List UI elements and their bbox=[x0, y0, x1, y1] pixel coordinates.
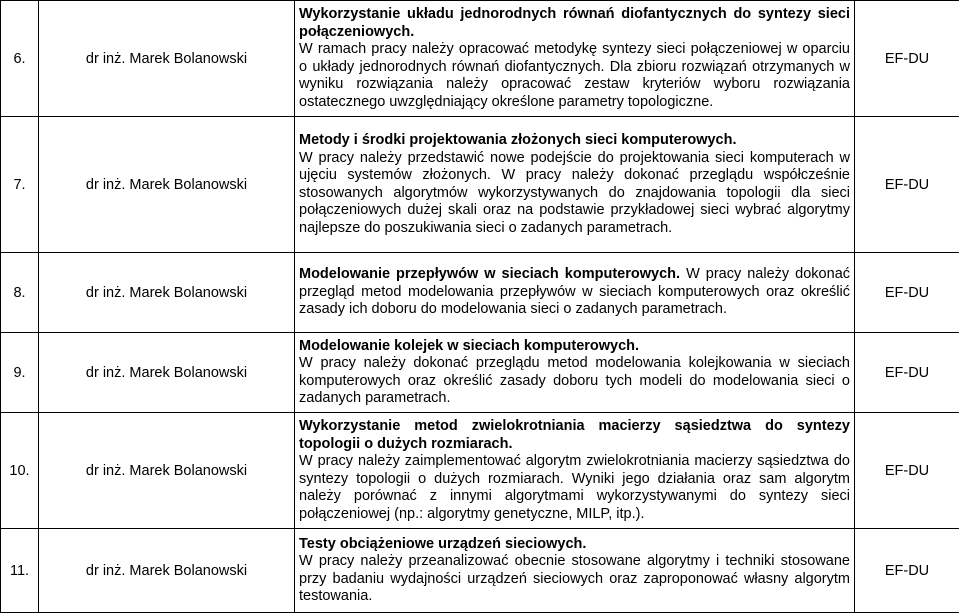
topic-cell bbox=[295, 117, 855, 253]
topic-cell bbox=[295, 413, 855, 529]
table-row bbox=[1, 117, 959, 253]
row-number: 7. bbox=[1, 117, 39, 253]
unit-code: EF-DU bbox=[855, 253, 959, 333]
table-row bbox=[1, 333, 959, 413]
row-number: 6. bbox=[1, 1, 39, 117]
unit-code: EF-DU bbox=[855, 117, 959, 253]
topic-description: W ramach pracy należy opracować metodykę syntezy sieci połączeniowej w oparciu o układy jednorodnych równań diofantycznych. Dla zbioru rozwiązań otrzymanych w wyniku rozwiązania należy opracować zestaw kryteriów wyboru rozwiązania ostatecznego uwzględniający określone parametry topologiczne. bbox=[299, 41, 850, 110]
unit-code: EF-DU bbox=[855, 529, 959, 613]
topic-description: W pracy należy przeanalizować obecnie stosowane algorytmy i techniki stosowane przy badaniu wydajności urządzeń sieciowych oraz zaproponować własny algorytm testowania. bbox=[299, 553, 850, 604]
table-row bbox=[1, 413, 959, 529]
supervisor-name: dr inż. Marek Bolanowski bbox=[39, 1, 295, 117]
supervisor-name: dr inż. Marek Bolanowski bbox=[39, 529, 295, 613]
unit-code: EF-DU bbox=[855, 1, 959, 117]
topic-cell bbox=[295, 1, 855, 117]
topic-cell bbox=[295, 529, 855, 613]
topic-title: Wykorzystanie metod zwielokrotniania macierzy sąsiedztwa do syntezy topologii o dużych rozmiarach. bbox=[299, 418, 850, 453]
supervisor-name: dr inż. Marek Bolanowski bbox=[39, 117, 295, 253]
row-number: 11. bbox=[1, 529, 39, 613]
table-row bbox=[1, 1, 959, 117]
table-row bbox=[1, 253, 959, 333]
topic-description: W pracy należy przedstawić nowe podejście do projektowania sieci komputerach w ujęciu systemów złożonych. W pracy należy dokonać przeglądu współcześnie stosowanych algorytmów wykorzystywanych do znajdowania topologii dla sieci połączeniowych dużej skali oraz na podstawie przykładowej sieci wybrać algorytmy najlepsze do poszukiwania sieci o zadanych parametrach. bbox=[299, 150, 850, 236]
row-number: 8. bbox=[1, 253, 39, 333]
topic-title: Wykorzystanie układu jednorodnych równań diofantycznych do syntezy sieci połączeniowych. bbox=[299, 6, 850, 41]
topic-title: Modelowanie kolejek w sieciach komputerowych. bbox=[299, 338, 850, 356]
row-number: 9. bbox=[1, 333, 39, 413]
supervisor-name: dr inż. Marek Bolanowski bbox=[39, 333, 295, 413]
unit-code: EF-DU bbox=[855, 413, 959, 529]
supervisor-name: dr inż. Marek Bolanowski bbox=[39, 253, 295, 333]
topic-title: Testy obciążeniowe urządzeń sieciowych. bbox=[299, 536, 850, 554]
row-number: 10. bbox=[1, 413, 39, 529]
topic-description: W pracy należy zaimplementować algorytm zwielokrotniania macierzy sąsiedztwa do syntezy topologii o dużych rozmiarach. Wyniki jego działania oraz sam algorytm należy porównać z innymi algorytmami wykorzystywanymi do syntezy sieci połączeniowej (np.: algorytmy genetyczne, MILP, itp.). bbox=[299, 453, 850, 522]
topic-description: W pracy należy dokonać przeglądu metod modelowania kolejkowania w sieciach komputerowych oraz określić zasady doboru tych modeli do modelowania sieci o zadanych parametrach. bbox=[299, 355, 850, 406]
unit-code: EF-DU bbox=[855, 333, 959, 413]
topic-title: Metody i środki projektowania złożonych sieci komputerowych. bbox=[299, 132, 850, 150]
topic-cell bbox=[295, 333, 855, 413]
topic-cell bbox=[295, 253, 855, 333]
topic-description: W pracy należy dokonać przegląd metod modelowania przepływów w sieciach komputerowych oraz określić zasady ich doboru do modelowania sieci o zadanych parametrach. bbox=[299, 266, 850, 317]
table-row bbox=[1, 529, 959, 613]
topic-title: Modelowanie przepływów w sieciach komputerowych. bbox=[299, 266, 680, 282]
supervisor-name: dr inż. Marek Bolanowski bbox=[39, 413, 295, 529]
